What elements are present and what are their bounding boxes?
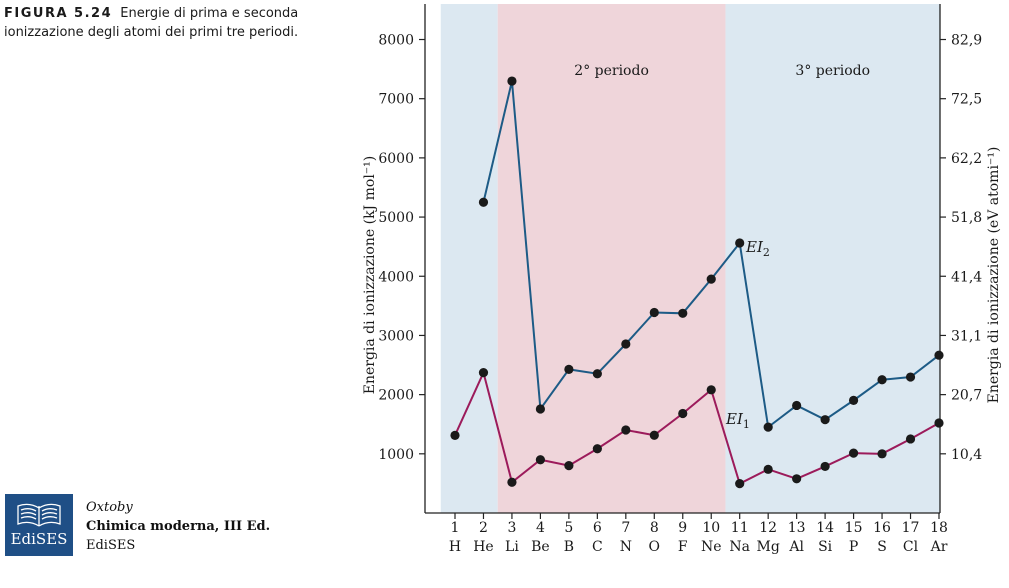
x-tick-label-element: F — [677, 539, 688, 555]
x-tick-label-number: 1 — [450, 520, 460, 536]
y-tick-label-right: 41,4 — [951, 269, 983, 286]
data-point-ei1 — [678, 409, 687, 418]
y-tick-label-right: 51,8 — [951, 210, 983, 227]
data-point-ei1 — [593, 444, 602, 453]
x-tick-label-number: 9 — [678, 520, 688, 536]
x-tick-label-element: Na — [729, 539, 751, 555]
x-tick-label-element: He — [473, 539, 494, 555]
data-point-ei2 — [877, 375, 886, 384]
x-tick-label-number: 18 — [930, 520, 948, 536]
data-point-ei1 — [536, 455, 545, 464]
data-point-ei2 — [564, 365, 573, 374]
data-point-ei2 — [821, 415, 830, 424]
x-tick-label-element: B — [563, 539, 575, 555]
data-point-ei2 — [650, 308, 659, 317]
data-point-ei1 — [764, 465, 773, 474]
data-point-ei2 — [707, 274, 716, 283]
data-point-ei1 — [906, 434, 915, 443]
data-point-ei1 — [849, 449, 858, 458]
x-tick-label-element: P — [848, 539, 859, 555]
x-tick-label-element: O — [648, 539, 661, 555]
data-point-ei1 — [934, 418, 943, 427]
credit-author: Oxtoby — [86, 500, 133, 515]
data-point-ei1 — [877, 449, 886, 458]
data-point-ei1 — [564, 461, 573, 470]
x-tick-label-element: C — [591, 539, 603, 555]
x-tick-label-number: 12 — [759, 520, 778, 536]
x-tick-label-element: Li — [505, 539, 519, 555]
figure-caption-text: Energie di prima e seconda ionizzazione degli atomi dei primi tre periodi. — [4, 6, 299, 40]
x-tick-label-element: S — [877, 539, 887, 555]
y-axis-title-left: Energia di ionizzazione (kJ mol⁻¹) — [362, 155, 378, 395]
data-point-ei1 — [650, 431, 659, 440]
x-tick-label-number: 7 — [621, 520, 631, 536]
x-tick-label-element: Mg — [756, 539, 780, 555]
y-tick-label-left: 3000 — [378, 328, 414, 345]
y-tick-label-left: 4000 — [378, 269, 414, 286]
data-point-ei1 — [707, 385, 716, 394]
x-tick-label-number: 15 — [844, 520, 863, 536]
period-label: 2° periodo — [574, 63, 649, 79]
x-tick-label-element: Ar — [930, 539, 948, 555]
x-tick-label-number: 13 — [787, 520, 806, 536]
x-tick-label-number: 16 — [873, 520, 891, 536]
period-label: 3° periodo — [795, 63, 871, 79]
data-point-ei2 — [849, 396, 858, 405]
series-label-ei2: $EI_2$ — [746, 238, 770, 259]
x-tick-label-element: Si — [818, 539, 833, 555]
data-point-ei2 — [764, 423, 773, 432]
x-tick-label-number: 11 — [730, 520, 749, 536]
x-tick-label-number: 2 — [479, 520, 488, 536]
period-region-1 — [441, 4, 498, 513]
y-tick-label-left: 7000 — [378, 91, 414, 108]
data-point-ei1 — [450, 431, 459, 440]
data-point-ei2 — [479, 198, 488, 207]
figure-label: FIGURA 5.24 — [4, 6, 113, 21]
x-tick-label-element: Ne — [700, 539, 722, 555]
y-tick-label-left: 5000 — [378, 210, 414, 227]
y-tick-label-left: 6000 — [378, 150, 414, 167]
y-tick-label-left: 8000 — [378, 32, 414, 49]
x-tick-label-element: H — [448, 539, 462, 555]
x-tick-label-element: N — [619, 539, 632, 555]
credit-book: Chimica moderna, III Ed. — [86, 519, 271, 534]
data-point-ei1 — [792, 474, 801, 483]
y-tick-label-left: 2000 — [378, 387, 414, 404]
data-point-ei2 — [906, 372, 915, 381]
x-tick-label-number: 10 — [702, 520, 721, 536]
x-tick-label-element: Cl — [902, 539, 919, 555]
series-label-ei1: $EI_1$ — [726, 410, 750, 431]
data-point-ei1 — [821, 462, 830, 471]
data-point-ei2 — [536, 404, 545, 413]
data-point-ei2 — [678, 309, 687, 318]
x-tick-label-number: 6 — [592, 520, 602, 536]
data-point-ei2 — [792, 401, 801, 410]
period-region-2 — [498, 4, 726, 513]
data-point-ei1 — [621, 425, 630, 434]
x-tick-label-number: 8 — [649, 520, 659, 536]
y-axis-title-right: Energia di ionizzazione (eV atomi⁻¹) — [986, 146, 1002, 404]
y-tick-label-right: 62,2 — [951, 150, 983, 167]
data-point-ei1 — [479, 368, 488, 377]
data-point-ei1 — [735, 479, 744, 488]
data-point-ei2 — [621, 339, 630, 348]
credit-publisher: EdiSES — [86, 538, 136, 553]
x-tick-label-element: Al — [789, 539, 804, 555]
data-point-ei2 — [507, 76, 516, 85]
logo-text: EdiSES — [10, 530, 68, 548]
data-point-ei1 — [507, 478, 516, 487]
y-tick-label-right: 31,1 — [951, 328, 983, 345]
data-point-ei2 — [735, 238, 744, 247]
x-tick-label-number: 3 — [507, 520, 517, 536]
y-tick-label-right: 20,7 — [951, 387, 983, 404]
x-tick-label-number: 4 — [535, 520, 545, 536]
y-tick-label-right: 82,9 — [951, 32, 983, 49]
x-tick-label-number: 5 — [564, 520, 574, 536]
data-point-ei2 — [593, 369, 602, 378]
y-tick-label-left: 1000 — [378, 446, 414, 463]
y-tick-label-right: 72,5 — [951, 91, 983, 108]
x-tick-label-element: Be — [531, 539, 550, 555]
y-tick-label-right: 10,4 — [951, 446, 983, 463]
data-point-ei2 — [934, 351, 943, 360]
x-tick-label-number: 14 — [816, 520, 835, 536]
x-tick-label-number: 17 — [901, 520, 920, 536]
